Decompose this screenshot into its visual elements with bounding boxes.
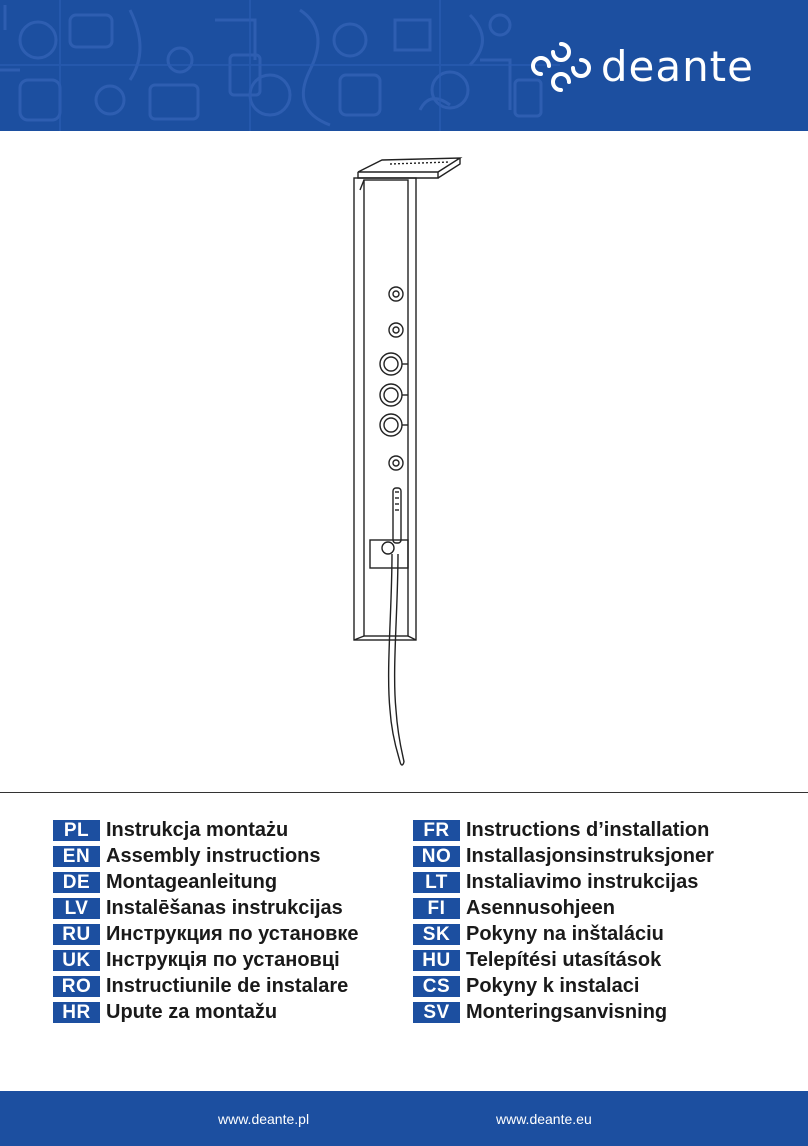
- language-code-badge: HR: [53, 1002, 100, 1023]
- language-row-hu: [413, 947, 714, 973]
- language-title: Instalēšanas instrukcijas: [106, 897, 343, 919]
- language-code-badge: RU: [53, 924, 100, 945]
- shower-panel-illustration: [330, 150, 480, 780]
- language-code-badge: EN: [53, 846, 100, 867]
- language-row-lv: [53, 895, 359, 921]
- language-row-ru: [53, 921, 359, 947]
- header-banner: [0, 0, 808, 131]
- language-title: Installasjonsinstruksjoner: [466, 845, 714, 867]
- language-list-right: [413, 817, 714, 1025]
- language-code-badge: HU: [413, 950, 460, 971]
- language-row-en: [53, 843, 359, 869]
- language-title: Instaliavimo instrukcijas: [466, 871, 699, 893]
- section-divider: [0, 792, 808, 793]
- language-title: Monteringsanvisning: [466, 1001, 668, 1023]
- language-row-sk: [413, 921, 714, 947]
- language-code-badge: SK: [413, 924, 460, 945]
- footer-banner: [0, 1091, 808, 1146]
- website-link-pl[interactable]: www.deante.pl: [218, 1111, 310, 1127]
- language-title: Instrukcja montażu: [106, 819, 289, 841]
- language-code-badge: CS: [413, 976, 460, 997]
- deante-flower-mark-icon: [531, 38, 591, 96]
- language-row-hr: [53, 999, 359, 1025]
- language-title: Assembly instructions: [106, 845, 321, 867]
- language-row-fr: [413, 817, 714, 843]
- language-row-uk: [53, 947, 359, 973]
- language-row-ro: [53, 973, 359, 999]
- language-code-badge: DE: [53, 872, 100, 893]
- language-title: Upute za montažu: [106, 1001, 278, 1023]
- language-title: Montageanleitung: [106, 871, 278, 893]
- language-row-fi: [413, 895, 714, 921]
- language-code-badge: FR: [413, 820, 460, 841]
- logo-wordmark: deante: [600, 42, 754, 91]
- language-code-badge: RO: [53, 976, 100, 997]
- language-row-pl: [53, 817, 359, 843]
- language-title: Telepítési utasítások: [466, 949, 662, 971]
- language-row-no: [413, 843, 714, 869]
- language-row-de: [53, 869, 359, 895]
- language-list-left: [53, 817, 359, 1025]
- language-row-sv: [413, 999, 714, 1025]
- language-code-badge: UK: [53, 950, 100, 971]
- language-code-badge: FI: [413, 898, 460, 919]
- language-title: Pokyny k instalaci: [466, 975, 640, 997]
- language-code-badge: LT: [413, 872, 460, 893]
- website-link-eu[interactable]: www.deante.eu: [496, 1111, 592, 1127]
- language-title: Instructions d’installation: [466, 819, 710, 841]
- language-code-badge: NO: [413, 846, 460, 867]
- language-title: Instructiunile de instalare: [106, 975, 349, 997]
- language-code-badge: SV: [413, 1002, 460, 1023]
- language-row-cs: [413, 973, 714, 999]
- brand-logo: [531, 38, 754, 96]
- language-code-badge: PL: [53, 820, 100, 841]
- language-title: Pokyny na inštaláciu: [466, 923, 664, 945]
- language-title: Інструкція по установці: [106, 949, 340, 971]
- language-code-badge: LV: [53, 898, 100, 919]
- language-title: Asennusohjeen: [466, 897, 615, 919]
- language-row-lt: [413, 869, 714, 895]
- language-title: Инструкция по установке: [106, 923, 359, 945]
